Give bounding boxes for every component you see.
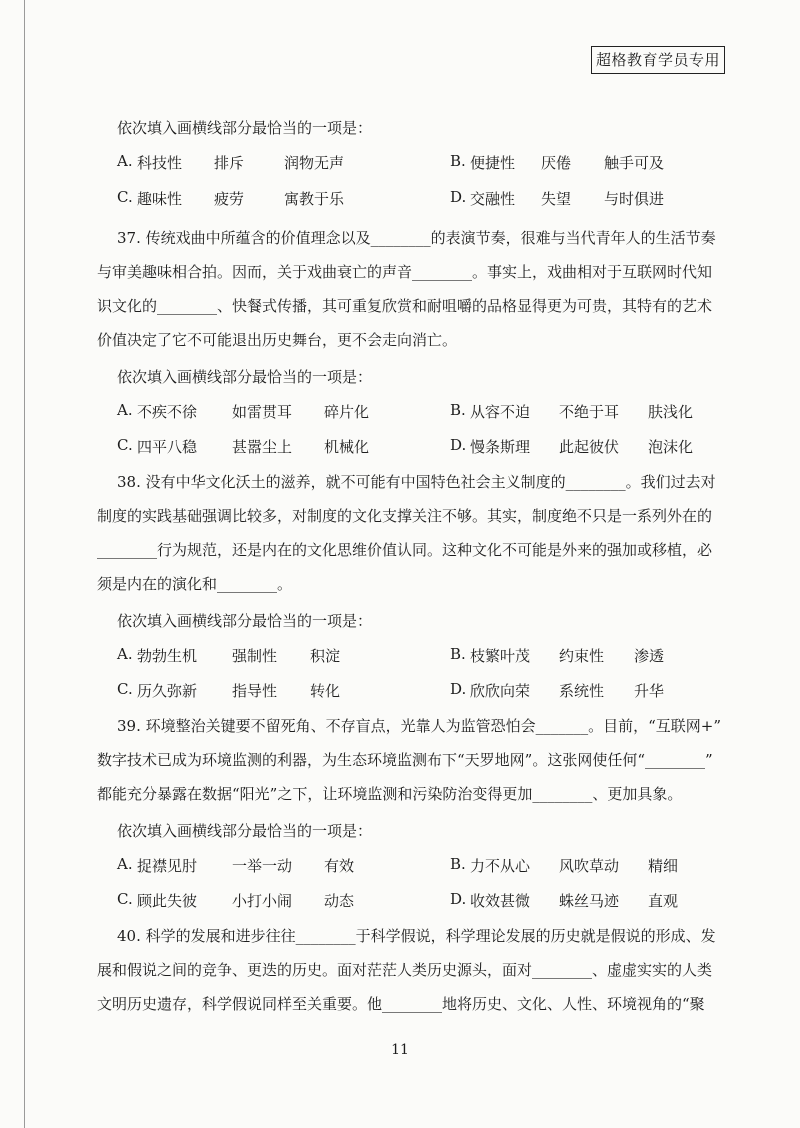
q38-line-3: ________行为规范，还是内在的文化思维价值认同。这种文化不可能是外来的强加或移植，必 (97, 541, 713, 559)
q37-option-b-word2: 不绝于耳 (559, 403, 620, 421)
q39-option-d-word1: 收效甚微 (470, 892, 531, 910)
q37-prompt: 依次填入画横线部分最恰当的一项是： (117, 368, 373, 386)
q39-option-a-word2: 一举一动 (232, 857, 293, 875)
q40-line-1: 40. 科学的发展和进步往往________于科学假说，科学理论发展的历史就是假说的形成、发 (117, 927, 716, 945)
q39-option-d-word2: 蛛丝马迹 (559, 892, 620, 910)
q37-line-1: 37. 传统戏曲中所蕴含的价值理念以及________的表演节奏，很难与当代青年人的生活节奏 (117, 229, 716, 247)
q37-option-c-word3: 机械化 (324, 438, 370, 456)
q37-option-a-word3: 碎片化 (324, 403, 370, 421)
q37-option-d-word3: 泡沫化 (648, 438, 694, 456)
q37-option-d-word1: 慢条斯理 (470, 438, 531, 456)
q36-option-b-word3: 触手可及 (604, 154, 665, 172)
q39-option-a-word3: 有效 (324, 857, 355, 875)
q37-option-d-word2: 此起彼伏 (559, 438, 620, 456)
q36-option-d-word2: 失望 (541, 190, 572, 208)
q39-option-b-word1: 力不从心 (470, 857, 531, 875)
q36-option-b-word2: 厌倦 (541, 154, 572, 172)
header-stamp: 超格教育学员专用 (591, 46, 725, 74)
q38-option-d-word3: 升华 (634, 682, 665, 700)
q39-option-a-word1: 捉襟见肘 (137, 857, 198, 875)
q37-line-2: 与审美趣味相合拍。因而，关于戏曲衰亡的声音________。事实上，戏曲相对于互联网时代知 (97, 263, 713, 281)
q39-option-b-word3: 精细 (648, 857, 679, 875)
q39-option-d: D. (450, 890, 467, 908)
q37-option-a: A. (117, 401, 133, 419)
q36-option-c-word3: 寓教于乐 (284, 190, 345, 208)
q38-option-d: D. (450, 680, 467, 698)
q36-option-d-word3: 与时俱进 (604, 190, 665, 208)
q37-option-b-word3: 肤浅化 (648, 403, 694, 421)
q38-line-1: 38. 没有中华文化沃土的滋养，就不可能有中国特色社会主义制度的________。我们过去对 (117, 473, 716, 491)
q37-option-c-word2: 甚嚣尘上 (232, 438, 293, 456)
q36-option-c-word2: 疲劳 (214, 190, 245, 208)
q36-option-d: D. (450, 188, 467, 206)
q38-option-c-word1: 历久弥新 (137, 682, 198, 700)
q39-option-a: A. (117, 855, 133, 873)
q39-line-2: 数字技术已成为环境监测的利器，为生态环境监测布下“天罗地网”。这张网使任何“________” (97, 751, 713, 769)
q39-option-c-word2: 小打小闹 (232, 892, 293, 910)
q37-line-3: 识文化的________、快餐式传播，其可重复欣赏和耐咀嚼的品格显得更为可贵，其特有的艺术 (97, 297, 713, 315)
q38-option-c-word3: 转化 (310, 682, 341, 700)
option-letter: A. (117, 152, 133, 170)
q38-option-b-word3: 渗透 (634, 647, 665, 665)
q38-prompt: 依次填入画横线部分最恰当的一项是： (117, 612, 373, 630)
q40-line-3: 文明历史遗存，科学假说同样至关重要。他________地将历史、文化、人性、环境视角的“聚 (97, 995, 705, 1013)
q37-option-c: C. (117, 436, 133, 454)
q38-option-d-word1: 欣欣向荣 (470, 682, 531, 700)
q37-option-c-word1: 四平八稳 (137, 438, 198, 456)
q37-option-b: B. (450, 401, 466, 419)
q38-option-a: A. (117, 645, 133, 663)
q39-option-c-word1: 顾此失彼 (137, 892, 198, 910)
binding-margin-line (24, 0, 25, 1128)
q39-option-b: B. (450, 855, 466, 873)
q37-option-d: D. (450, 436, 467, 454)
q38-option-a-word2: 强制性 (232, 647, 278, 665)
q39-option-b-word2: 风吹草动 (559, 857, 620, 875)
q36-prompt: 依次填入画横线部分最恰当的一项是： (117, 119, 373, 137)
q36-option-a-word3: 润物无声 (284, 154, 345, 172)
q36-option-d-word1: 交融性 (470, 190, 516, 208)
q37-option-a-word2: 如雷贯耳 (232, 403, 293, 421)
q37-option-b-word1: 从容不迫 (470, 403, 531, 421)
q37-line-4: 价值决定了它不可能退出历史舞台，更不会走向消亡。 (97, 331, 458, 349)
q36-option-b-word1: 便捷性 (470, 154, 516, 172)
page-number: 11 (391, 1042, 409, 1058)
q36-option-a-word2: 排斥 (214, 154, 245, 172)
q39-line-3: 都能充分暴露在数据“阳光”之下，让环境监测和污染防治变得更加________、更加具象。 (97, 785, 683, 803)
q38-option-a-word3: 积淀 (310, 647, 341, 665)
q38-option-b-word1: 枝繁叶茂 (470, 647, 531, 665)
q39-prompt: 依次填入画横线部分最恰当的一项是： (117, 822, 373, 840)
q37-option-a-word1: 不疾不徐 (137, 403, 198, 421)
q39-line-1: 39. 环境整治关键要不留死角、不存盲点，光靠人为监管恐怕会_______。目前，“互联网+” (117, 717, 722, 735)
q39-option-c: C. (117, 890, 133, 908)
q36-option-a-word1: 科技性 (137, 154, 183, 172)
q38-option-d-word2: 系统性 (559, 682, 605, 700)
q40-line-2: 展和假说之间的竞争、更迭的历史。面对茫茫人类历史源头，面对________、虚虚实实的人类 (97, 961, 713, 979)
q38-option-b: B. (450, 645, 466, 663)
q38-line-4: 须是内在的演化和________。 (97, 575, 293, 593)
q38-option-a-word1: 勃勃生机 (137, 647, 198, 665)
q39-option-d-word3: 直观 (648, 892, 679, 910)
q38-line-2: 制度的实践基础强调比较多，对制度的文化支撑关注不够。其实，制度绝不只是一系列外在的 (97, 507, 713, 525)
q38-option-b-word2: 约束性 (559, 647, 605, 665)
q38-option-c: C. (117, 680, 133, 698)
q36-option-b: B. (450, 152, 466, 170)
q39-option-c-word3: 动态 (324, 892, 355, 910)
q36-option-c: C. (117, 188, 133, 206)
q38-option-c-word2: 指导性 (232, 682, 278, 700)
q36-option-c-word1: 趣味性 (137, 190, 183, 208)
